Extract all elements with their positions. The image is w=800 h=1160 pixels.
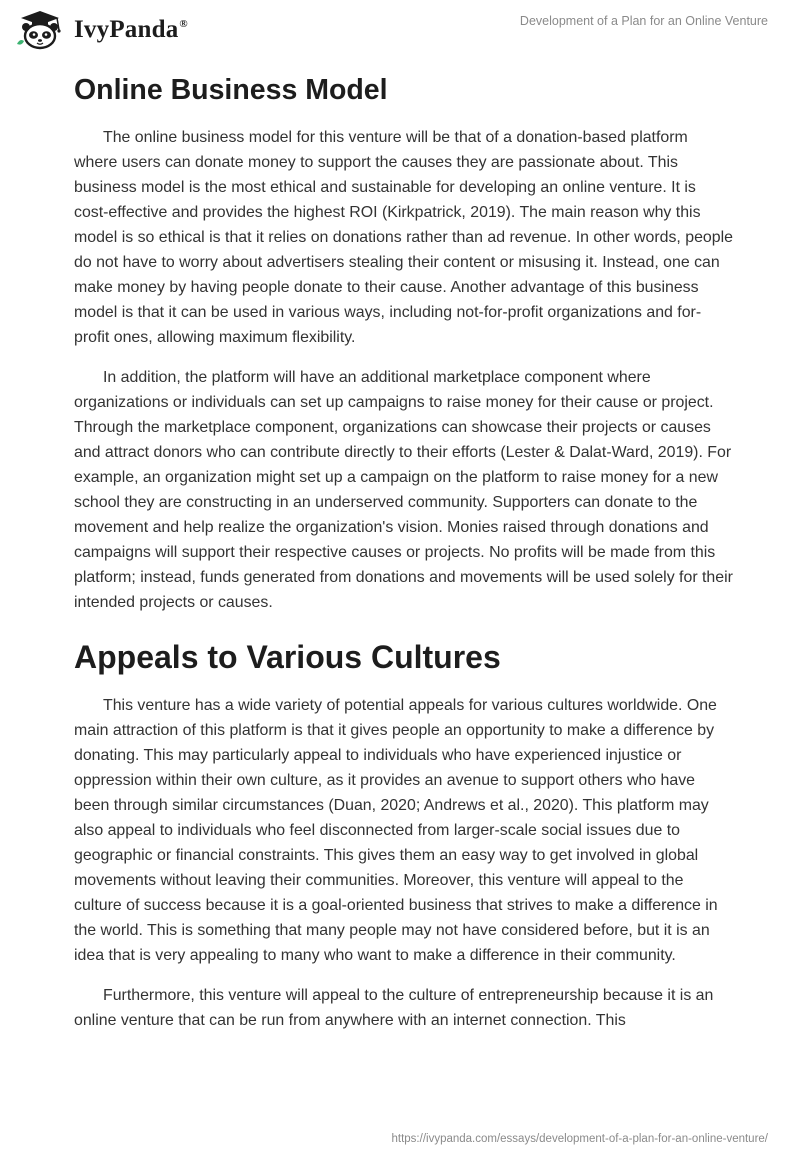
document-title: Development of a Plan for an Online Venture	[519, 14, 768, 28]
brand-logo[interactable]	[14, 10, 188, 50]
paragraph: The online business model for this venture will be that of a donation-based platform where users can donate money to support the causes they are passionate about. This business model is the most ethical and sustainable for developing an online venture. It is cost-effective and provides the highest ROI (Kirkpatrick, 2019). The main reason why this model is so ethical is that it relies on donations rather than ad revenue. In other words, people do not have to worry about advertisers stealing their content or misusing it. Instead, one can make money by having people donate to their cause. Another advantage of this business model is that it can be used in various ways, including not-for-profit organizations and for-profit ones, allowing maximum flexibility.	[74, 129, 733, 346]
paragraph: Furthermore, this venture will appeal to the culture of entrepreneurship because it is an online venture that can be run from anywhere with an internet connection. This	[74, 987, 714, 1029]
paragraph: In addition, the platform will have an additional marketplace component where organizations or individuals can set up campaigns to raise money for their cause or project. Through the marketplace component, organizations can showcase their projects or causes and attract donors who can contribute directly to their efforts (Lester & Dalat-Ward, 2019). For example, an organization might set up a campaign on the platform to raise money for a new school they are constructing in an underserved community. Supporters can donate to the movement and help realize the organization's vision. Monies raised through donations and campaigns will support their respective causes or projects. No profits will be made from this platform; instead, funds generated from donations and movements will be used solely for their intended projects or causes.	[74, 369, 733, 611]
panda-logo-icon	[14, 10, 66, 50]
article-body	[74, 68, 734, 1048]
section-heading-online-business-model: Online Business Model	[74, 74, 388, 106]
brand-name: IvyPanda®	[74, 16, 188, 43]
paragraph: This venture has a wide variety of potential appeals for various cultures worldwide. One main attraction of this platform is that it gives people an opportunity to make a difference by donating. This may particularly appeal to individuals who have experienced injustice or oppression within their own culture, as it provides an avenue to support others who have been through similar circumstances (Duan, 2020; Andrews et al., 2020). This platform may also appeal to individuals who feel disconnected from larger-scale social issues due to geographic or financial constraints. This gives them an easy way to get involved in global movements without leaving their communities. Moreover, this venture will appeal to the culture of success because it is a goal-oriented business that strives to make a difference in the world. This is something that many people may not have considered before, but it is an idea that is very appealing to many who want to make a difference in their community.	[74, 697, 718, 964]
page-header	[0, 0, 800, 60]
section-heading-appeals-to-various-cultures: Appeals to Various Cultures	[74, 639, 501, 675]
source-url-link[interactable]: https://ivypanda.com/essays/development-of-a-plan-for-an-online-venture/	[391, 1133, 768, 1145]
